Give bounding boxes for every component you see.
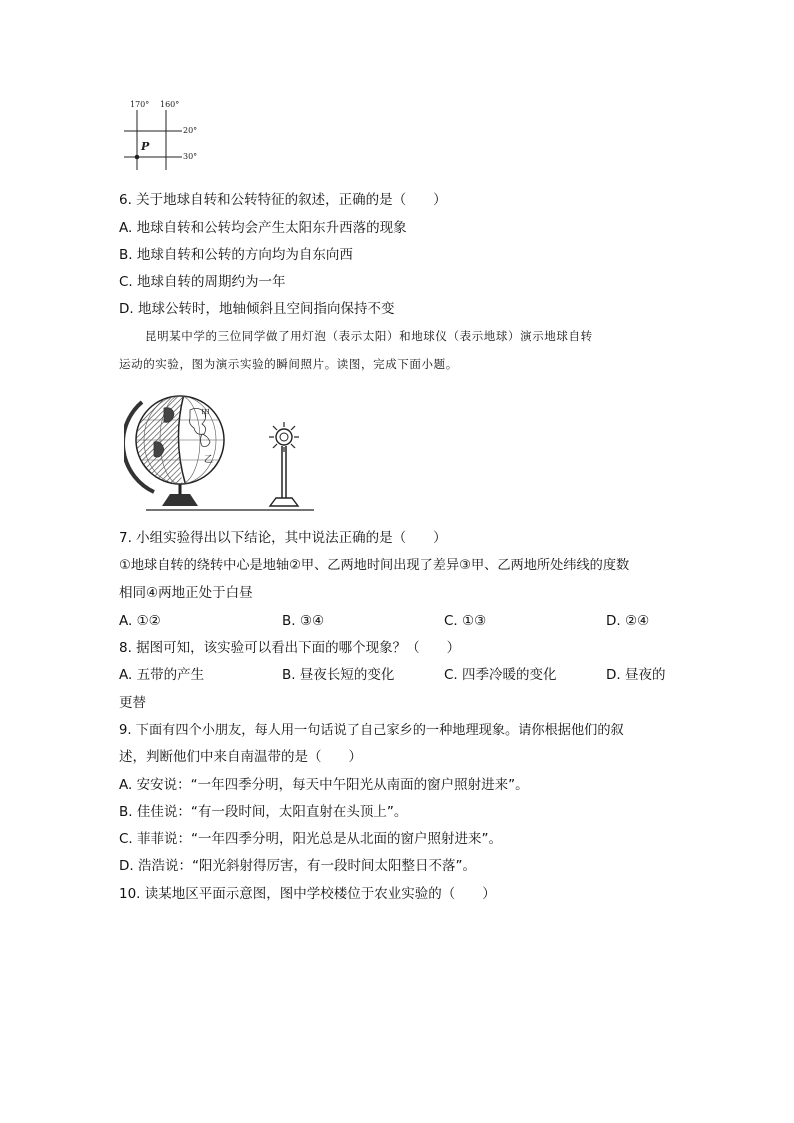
- q8-option-c: C. 四季冷暖的变化: [444, 667, 557, 683]
- q8-stem: 8. 据图可知，该实验可以看出下面的哪个现象？（ ）: [119, 640, 461, 656]
- lat-long-grid-figure: [120, 98, 210, 170]
- q9-option-b: B. 佳佳说：“有一段时间，太阳直射在头顶上”。: [119, 804, 408, 820]
- q6-option-d: D. 地球公转时，地轴倾斜且空间指向保持不变: [119, 301, 395, 317]
- q8-option-a: A. 五带的产生: [119, 667, 205, 683]
- q7-stem: 7. 小组实验得出以下结论，其中说法正确的是（ ）: [119, 530, 447, 546]
- q9-stem-line-2: 述，判断他们中来自南温带的是（ ）: [119, 749, 362, 765]
- q10-stem: 10. 读某地区平面示意图，图中学校楼位于农业实验的（ ）: [119, 886, 496, 902]
- q8-option-b: B. 昼夜长短的变化: [282, 667, 395, 683]
- q9-option-c: C. 菲菲说：“一年四季分明，阳光总是从北面的窗户照射进来”。: [119, 831, 502, 847]
- passage-line-2: 运动的实验，图为演示实验的瞬间照片。读图，完成下面小题。: [119, 357, 458, 371]
- passage-line-1: 昆明某中学的三位同学做了用灯泡（表示太阳）和地球仪（表示地球）演示地球自转: [145, 329, 593, 343]
- q6-stem: 6. 关于地球自转和公转特征的叙述，正确的是（ ）: [119, 192, 447, 208]
- lat-label-20: 20°: [183, 126, 198, 135]
- point-p-label: P: [141, 140, 150, 153]
- q7-option-c: C. ①③: [444, 613, 487, 629]
- q6-option-b: B. 地球自转和公转的方向均为自东向西: [119, 247, 353, 263]
- q9-option-d: D. 浩浩说：“阳光斜射得厉害，有一段时间太阳整日不落”。: [119, 858, 476, 874]
- globe-lamp-drawing: [124, 382, 324, 518]
- q7-option-a: A. ①②: [119, 613, 161, 629]
- q7-option-b: B. ③④: [282, 613, 325, 629]
- globe-label-jia: 甲: [201, 409, 211, 419]
- lon-label-170: 170°: [130, 100, 150, 109]
- globe-lamp-figure: [124, 382, 324, 518]
- q9-option-a: A. 安安说：“一年四季分明，每天中午阳光从南面的窗户照射进来”。: [119, 777, 529, 793]
- q6-option-c: C. 地球自转的周期约为一年: [119, 274, 286, 290]
- q9-stem-line-1: 9. 下面有四个小朋友，每人用一句话说了自己家乡的一种地理现象。请你根据他们的叙: [119, 723, 624, 738]
- globe-label-yi: 乙: [204, 455, 214, 465]
- q7-option-d: D. ②④: [606, 613, 650, 629]
- q8-option-d-wrap: 更替: [119, 695, 146, 711]
- lat-label-30: 30°: [183, 152, 198, 161]
- lon-label-160: 160°: [160, 100, 180, 109]
- q7-statements-line-1: ①地球自转的绕转中心是地轴②甲、乙两地时间出现了差异③甲、乙两地所处纬线的度数: [119, 558, 630, 573]
- q6-option-a: A. 地球自转和公转均会产生太阳东升西落的现象: [119, 220, 407, 236]
- q7-statements-line-2: 相同④两地正处于白昼: [119, 585, 253, 601]
- q8-option-d: D. 昼夜的: [606, 667, 666, 683]
